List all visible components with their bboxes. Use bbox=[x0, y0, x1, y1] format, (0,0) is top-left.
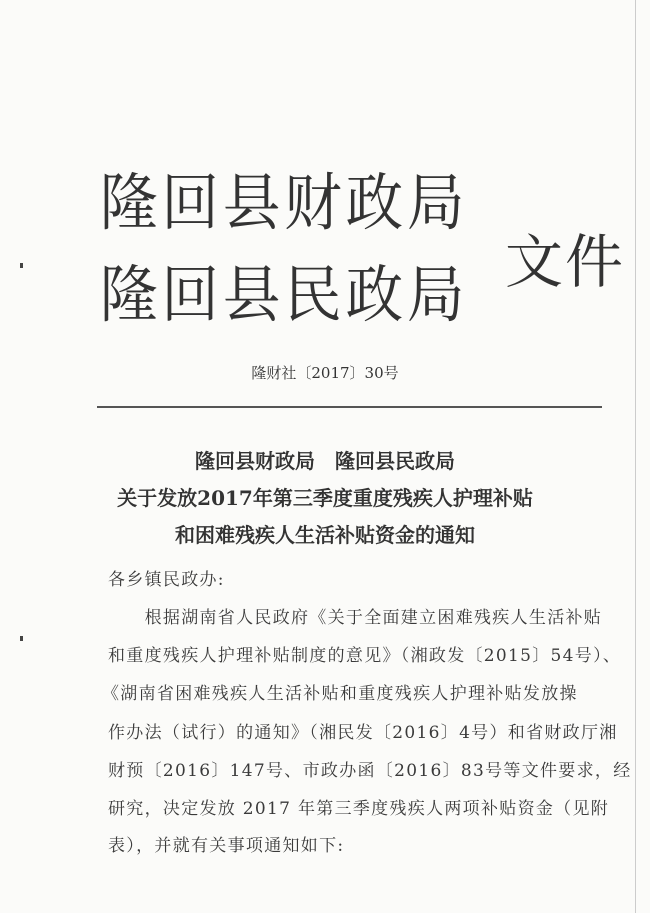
body-line: 表），并就有关事项通知如下: bbox=[108, 836, 345, 856]
document-number: 隆财社〔2017〕30号 bbox=[251, 364, 399, 382]
title-line-2: 关于发放2017年第三季度重度残疾人护理补贴 bbox=[117, 486, 533, 510]
body-line: 研究，决定发放 2017 年第三季度残疾人两项补贴资金（见附 bbox=[108, 799, 610, 819]
title-line-3: 和困难残疾人生活补贴资金的通知 bbox=[175, 523, 475, 547]
body-line: 作办法（试行）的通知》（湘民发〔2016〕4号）和省财政厅湘 bbox=[108, 723, 618, 743]
title-line-1: 隆回县财政局 隆回县民政局 bbox=[195, 449, 455, 473]
body-line: 财预〔2016〕147号、市政办函〔2016〕83号等文件要求，经 bbox=[108, 761, 632, 781]
doc-type-label: 文件 bbox=[505, 228, 626, 296]
body-line: 根据湖南省人民政府《关于全面建立困难残疾人生活补贴 bbox=[108, 608, 603, 628]
salutation: 各乡镇民政办: bbox=[108, 570, 225, 590]
header-divider bbox=[97, 406, 602, 408]
issuer-civil-affairs-bureau: 隆回县民政局 bbox=[100, 258, 469, 331]
scan-mark bbox=[20, 263, 23, 268]
body-line: 《湖南省困难残疾人生活补贴和重度残疾人护理补贴发放操 bbox=[102, 684, 578, 704]
body-line: 和重度残疾人护理补贴制度的意见》（湘政发〔2015〕54号）、 bbox=[108, 646, 622, 666]
scan-mark bbox=[20, 636, 23, 641]
issuer-finance-bureau: 隆回县财政局 bbox=[100, 166, 469, 239]
